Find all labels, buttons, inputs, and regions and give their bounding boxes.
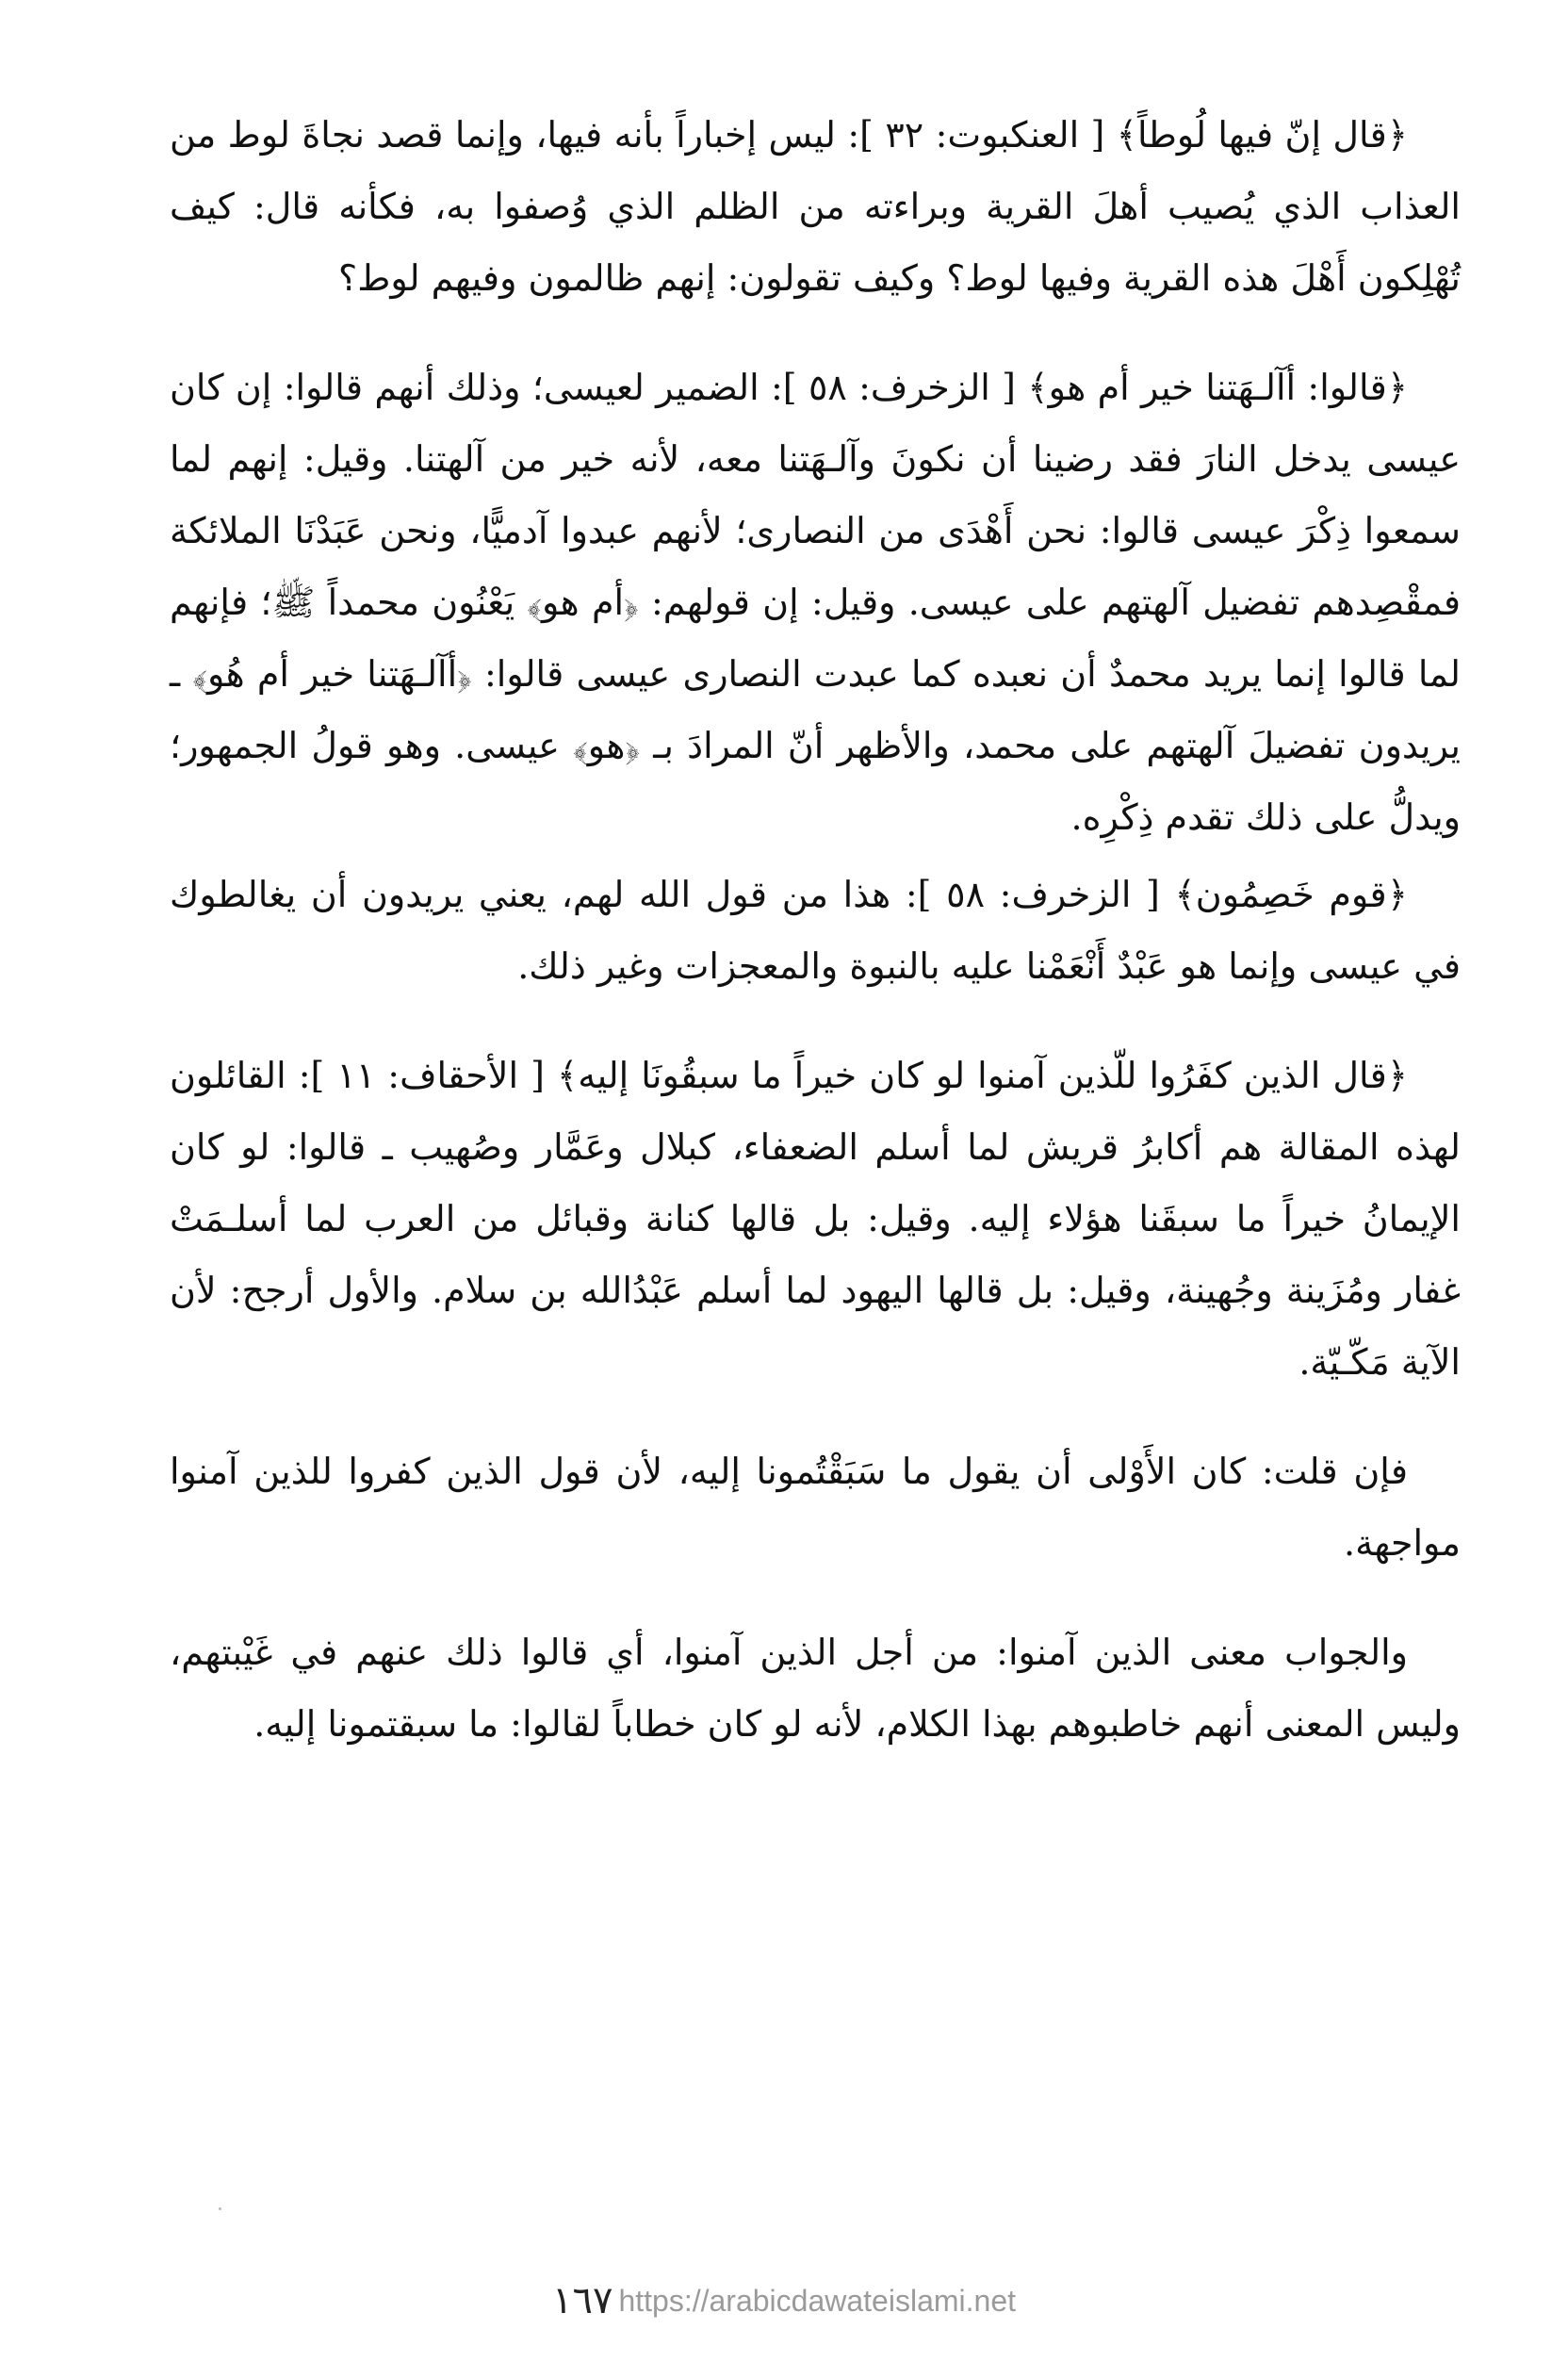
paragraph-answer: والجواب معنى الذين آمنوا: من أجل الذين آمنوا، أي قالوا ذلك عنهم في غَيْبتهم، وليس المعنى أنهم خاطبوهم بهذا الكلام، لأنه لو كان خطاباً لقالوا: ما سبقتمونا إليه.	[170, 1632, 1461, 1745]
paragraph-sabaquna: ﴿قال الذين كفَرُوا للّذين آمنوا لو كان خيراً ما سبقُونَا إليه﴾ [ الأحقاف: ١١ ]: القائلون لهذه المقالة هم أكابرُ قريش لما أسلم الضعفاء، كبلال وعَمَّار وصُهيب ـ قالوا: لو كان الإيمانُ خيراً ما سبقَنا هؤلاء إليه. وقيل: بل قالها كنانة وقبائل من العرب لما أسلـمَتْ غفار ومُزَينة وجُهينة، وقيل: بل قالها اليهود لما أسلم عَبْدُالله بن سلام. والأول أرجح: لأن الآية مَكّـيّة.	[170, 1055, 1461, 1383]
paragraph-alihatuna: ﴿قالوا: أآلـهَتنا خير أم هو﴾ [ الزخرف: ٥٨ ]: الضمير لعيسى؛ وذلك أنهم قالوا: إن كان عيسى يدخل النارَ فقد رضينا أن نكونَ وآلـهَتنا معه، لأنه خير من آلهتنا. وقيل: إنهم لما سمعوا ذِكْرَ عيسى قالوا: نحن أَهْدَى من النصارى؛ لأنهم عبدوا آدميًّا، ونحن عَبَدْنَا الملائكة فمقْصِدهم تفضيل آلهتهم على عيسى. وقيل: إن قولهم: ﴿أم هو﴾ يَعْنُون محمداً ﷺ؛ فإنهم لما قالوا إنما يريد محمدٌ أن نعبده كما عبدت النصارى عيسى قالوا: ﴿أآلـهَتنا خير أم هُو﴾ ـ يريدون تفضيلَ آلهتهم على محمد، والأظهر أنّ المرادَ بـ ﴿هو﴾ عيسى. وهو قولُ الجمهور؛ ويدلُّ على ذلك تقدم ذِكْرِه.	[170, 367, 1462, 838]
scan-speck	[219, 2207, 221, 2210]
page-body	[170, 99, 1461, 1760]
page-number: ١٦٧	[552, 2279, 613, 2322]
paragraph-question: فإن قلت: كان الأَوْلى أن يقول ما سَبَقْتُمونا إليه، لأن قول الذين كفروا للذين آمنوا مواجهة.	[170, 1451, 1461, 1564]
page-footer	[0, 2279, 1568, 2336]
source-url: https://arabicdawateislami.net	[618, 2283, 1016, 2318]
paragraph-khasimun: ﴿قوم خَصِمُون﴾ [ الزخرف: ٥٨ ]: هذا من قول الله لهم، يعني يريدون أن يغالطوك في عيسى وإنما هو عَبْدٌ أَنْعَمْنا عليه بالنبوة والمعجزات وغير ذلك.	[170, 874, 1461, 987]
paragraph-lot: ﴿قال إنّ فيها لُوطاً﴾ [ العنكبوت: ٣٢ ]: ليس إخباراً بأنه فيها، وإنما قصد نجاةَ لوط من العذاب الذي يُصيب أهلَ القرية وبراءته من الظلم الذي وُصفوا به، فكأنه قال: كيف تُهْلِكون أَهْلَ هذه القرية وفيها لوط؟ وكيف تقولون: إنهم ظالمون وفيهم لوط؟	[170, 114, 1461, 299]
